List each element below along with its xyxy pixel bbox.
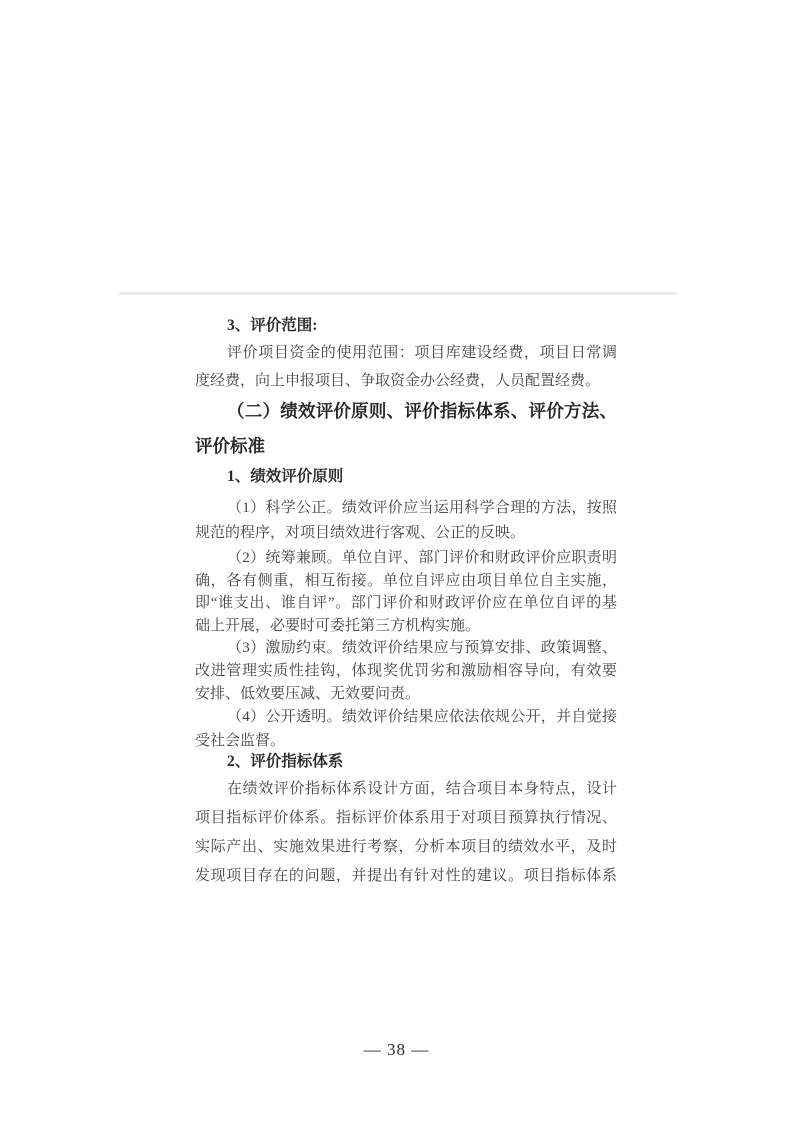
paragraph-line: 改进管理实质性挂钩，体现奖优罚劣和激励相容导向，有效要 bbox=[195, 663, 617, 679]
scope-section-heading: 3、评价范围: bbox=[227, 317, 318, 334]
principle-item-2 bbox=[195, 547, 617, 637]
principle-item-3 bbox=[195, 637, 617, 706]
paragraph-line: 发现项目存在的问题，并提出有针对性的建议。项目指标体系 bbox=[195, 868, 617, 884]
principle-item-1 bbox=[195, 496, 617, 546]
principles-heading-block bbox=[195, 462, 617, 492]
page-number: — 38 — bbox=[363, 1040, 430, 1059]
paragraph-line: （1）科学公正。绩效评价应当运用科学合理的方法，按照 bbox=[227, 500, 617, 516]
paragraph-line: 评价项目资金的使用范围：项目库建设经费，项目日常调 bbox=[227, 345, 617, 361]
paragraph-line: 度经费，向上申报项目、争取资金办公经费，人员配置经费。 bbox=[195, 373, 601, 389]
paragraph-line: 础上开展，必要时可委托第三方机构实施。 bbox=[195, 617, 481, 634]
paragraph-line: （4）公开透明。绩效评价结果应依法依规公开，并自觉接 bbox=[227, 709, 617, 725]
section-two-heading-line: （二）绩效评价原则、评价指标体系、评价方法、 bbox=[227, 401, 617, 421]
principle-item-4 bbox=[195, 705, 617, 753]
paragraph-line: 实际产出、实施效果进行考察，分析本项目的绩效水平，及时 bbox=[195, 839, 617, 855]
paragraph-line: 规范的程序，对项目绩效进行客观、公正的反映。 bbox=[195, 525, 526, 541]
paragraph-line: 项目指标评价体系。指标评价体系用于对项目预算执行情况、 bbox=[195, 810, 617, 826]
paragraph-line: 安排、低效要压减、无效要问责。 bbox=[195, 686, 421, 702]
paragraph-line: 即“谁支出、谁自评”。部门评价和财政评价应在单位自评的基 bbox=[195, 595, 617, 611]
indicator-paragraph bbox=[195, 775, 617, 891]
page-top-divider bbox=[119, 292, 677, 295]
paragraph-line: 确，各有侧重，相互衔接。单位自评应由项目单位自主实施， bbox=[195, 572, 617, 589]
section-two-heading-line: 评价标准 bbox=[195, 436, 265, 456]
paragraph-line: 在绩效评价指标体系设计方面，结合项目本身特点，设计 bbox=[227, 781, 617, 797]
scope-section-heading-block bbox=[195, 311, 617, 341]
indicator-heading-block bbox=[195, 749, 617, 775]
paragraph-line: （2）统筹兼顾。单位自评、部门评价和财政评价应职责明 bbox=[227, 550, 617, 566]
paragraph-line: （3）激励约束。绩效评价结果应与预算安排、政策调整、 bbox=[227, 640, 617, 656]
paragraph-line: 受社会监督。 bbox=[195, 733, 286, 749]
scope-section-paragraph bbox=[195, 339, 617, 395]
indicator-heading: 2、评价指标体系 bbox=[227, 753, 344, 770]
section-two-heading-block bbox=[195, 394, 617, 464]
principles-heading: 1、绩效评价原则 bbox=[227, 468, 344, 485]
